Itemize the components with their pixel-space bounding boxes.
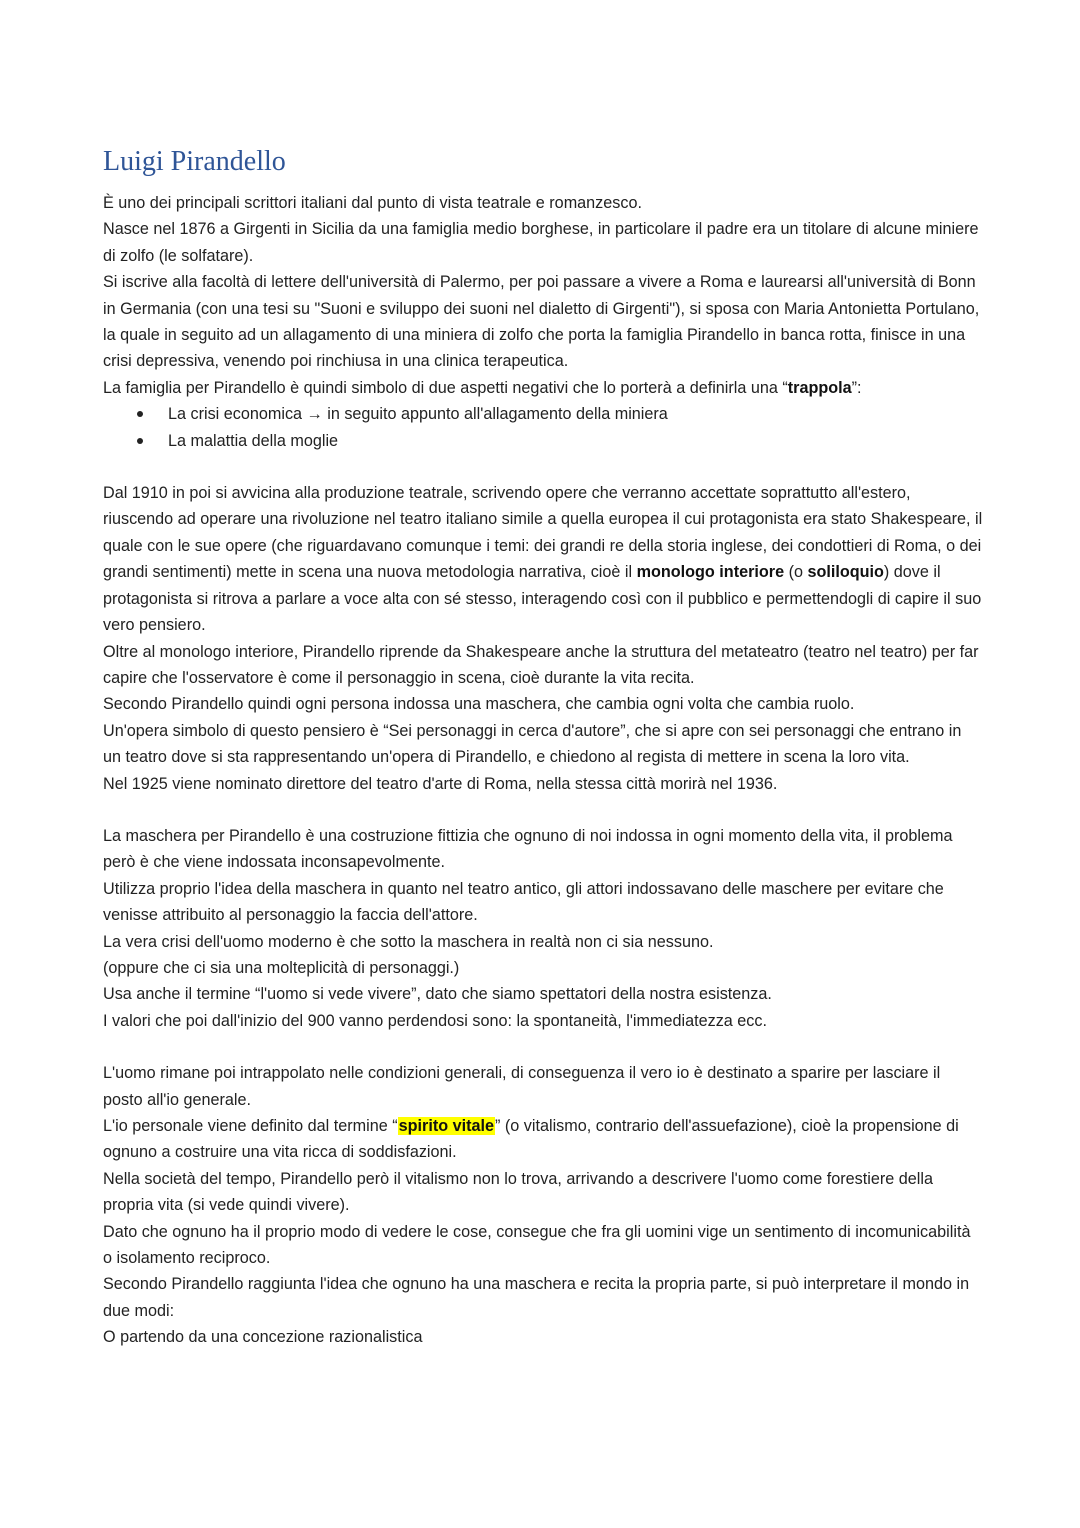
vitalism-paragraph-6: O partendo da una concezione razionalistica (103, 1328, 423, 1347)
intro-p4-text-after: ”: (851, 378, 862, 397)
paragraph-spacer (103, 797, 983, 823)
vitalism-p2-text-after: ” (o vitalismo, contrario dell'assuefazione), cioè la propensione di ognuno a costruire una vita ricca di soddisfazioni. (103, 1117, 959, 1162)
theatre-p1-text-b: (o (784, 563, 808, 582)
document-body (103, 140, 983, 1351)
theatre-p1-text-a: Dal 1910 in poi si avvicina alla produzione teatrale, scrivendo opere che verranno accettate soprattutto all'estero, riuscendo ad operare una rivoluzione nel teatro italiano simile a quella europea il cui protagonista era stato Shakespeare, il quale con le sue opere (che riguardavano comunque i temi: dei grandi re della storia inglese, dei condottieri di Roma, o dei grandi sentimenti) mette in scena una nuova metodologia narrativa, cioè il (103, 484, 983, 582)
intro-paragraph-3: Si iscrive alla facoltà di lettere dell'università di Palermo, per poi passare a vivere a Roma e laurearsi all'università di Bonn in Germania (con una tesi su "Suoni e sviluppo dei suoni nel dialetto di Girgenti"), si sposa con Maria Antonietta Portulano, la quale in seguito ad un allagamento di una miniera di zolfo che porta la famiglia Pirandello in banca rotta, finisce in una crisi depressiva, venendo poi rinchiusa in una clinica terapeutica. (103, 273, 980, 371)
bullet-item-1: La crisi economica → in seguito appunto all'allagamento della miniera (103, 401, 983, 427)
mask-paragraph-3: La vera crisi dell'uomo moderno è che sotto la maschera in realtà non ci sia nessuno. (103, 932, 714, 951)
bold-term-spirito-vitale: spirito vitale (398, 1117, 494, 1135)
highlighted-term-spirito-vitale (398, 1117, 495, 1135)
theatre-paragraph-1 (103, 480, 983, 638)
theatre-paragraph-3: Secondo Pirandello quindi ogni persona indossa una maschera, che cambia ogni volta che cambia ruolo. (103, 695, 855, 714)
vitalism-paragraph-5: Secondo Pirandello raggiunta l'idea che ognuno ha una maschera e recita la propria parte, si può interpretare il mondo in due modi: (103, 1275, 970, 1320)
intro-p4-text-before: La famiglia per Pirandello è quindi simbolo di due aspetti negativi che lo porterà a definirla una “ (103, 378, 788, 397)
mask-paragraph-6: I valori che poi dall'inizio del 900 vanno perdendosi sono: la spontaneità, l'immediatezza ecc. (103, 1011, 767, 1030)
document-title: Luigi Pirandello (103, 146, 286, 177)
bullet-item-2: La malattia della moglie (103, 428, 983, 454)
intro-paragraph-4 (103, 375, 983, 401)
vitalism-paragraph-2 (103, 1113, 983, 1166)
mask-paragraph-4: (oppure che ci sia una molteplicità di personaggi.) (103, 958, 460, 977)
vitalism-paragraph-1: L'uomo rimane poi intrappolato nelle condizioni generali, di conseguenza il vero io è destinato a sparire per lasciare il posto all'io generale. (103, 1064, 941, 1109)
intro-paragraph-1: È uno dei principali scrittori italiani dal punto di vista teatrale e romanzesco. (103, 194, 642, 212)
vitalism-paragraph-4: Dato che ognuno ha il proprio modo di vedere le cose, consegue che fra gli uomini vige un sentimento di incomunicabilità o isolamento reciproco. (103, 1222, 971, 1268)
mask-paragraph-1: La maschera per Pirandello è una costruzione fittizia che ognuno di noi indossa in ogni momento della vita, il problema però è che viene indossata inconsapevolmente. (103, 826, 953, 872)
vitalism-paragraph-3: Nella società del tempo, Pirandello però il vitalismo non lo trova, arrivando a descrivere l'uomo come forestiere della propria vita (si vede quindi vivere). (103, 1169, 933, 1215)
bullet-list (103, 401, 983, 454)
theatre-paragraph-4: Un'opera simbolo di questo pensiero è “Sei personaggi in cerca d'autore”, che si apre con sei personaggi che entrano in un teatro dove si sta rappresentando un'opera di Pirandello, e chiedono al regista di mettere in scena la loro vita. (103, 721, 962, 767)
paragraph-spacer (103, 454, 983, 480)
theatre-p1-text-c: ) dove il protagonista si ritrova a parlare a voce alta con sé stesso, interagendo così con il pubblico e permettendogli di capire il suo vero pensiero. (103, 563, 982, 635)
vitalism-p2-text-before: L'io personale viene definito dal termine “ (103, 1117, 398, 1135)
mask-paragraph-5: Usa anche il termine “l'uomo si vede vivere”, dato che siamo spettatori della nostra esistenza. (103, 985, 772, 1004)
theatre-paragraph-5: Nel 1925 viene nominato direttore del teatro d'arte di Roma, nella stessa città morirà nel 1936. (103, 774, 778, 793)
paragraph-spacer (103, 1034, 983, 1060)
mask-paragraph-2: Utilizza proprio l'idea della maschera in quanto nel teatro antico, gli attori indossavano delle maschere per evitare che venisse attribuito al personaggio la faccia dell'attore. (103, 879, 944, 925)
bold-term-monologo: monologo interiore (636, 563, 785, 582)
bold-term-soliloquio: soliloquio (807, 563, 884, 582)
intro-paragraph-2: Nasce nel 1876 a Girgenti in Sicilia da una famiglia medio borghese, in particolare il padre era un titolare di alcune miniere di zolfo (le solfatare). (103, 220, 979, 265)
theatre-paragraph-2: Oltre al monologo interiore, Pirandello riprende da Shakespeare anche la struttura del metateatro (teatro nel teatro) per far capire che l'osservatore è come il personaggio in scena, cioè durante la vita recita. (103, 642, 979, 687)
bold-term-trappola: trappola (787, 378, 852, 397)
